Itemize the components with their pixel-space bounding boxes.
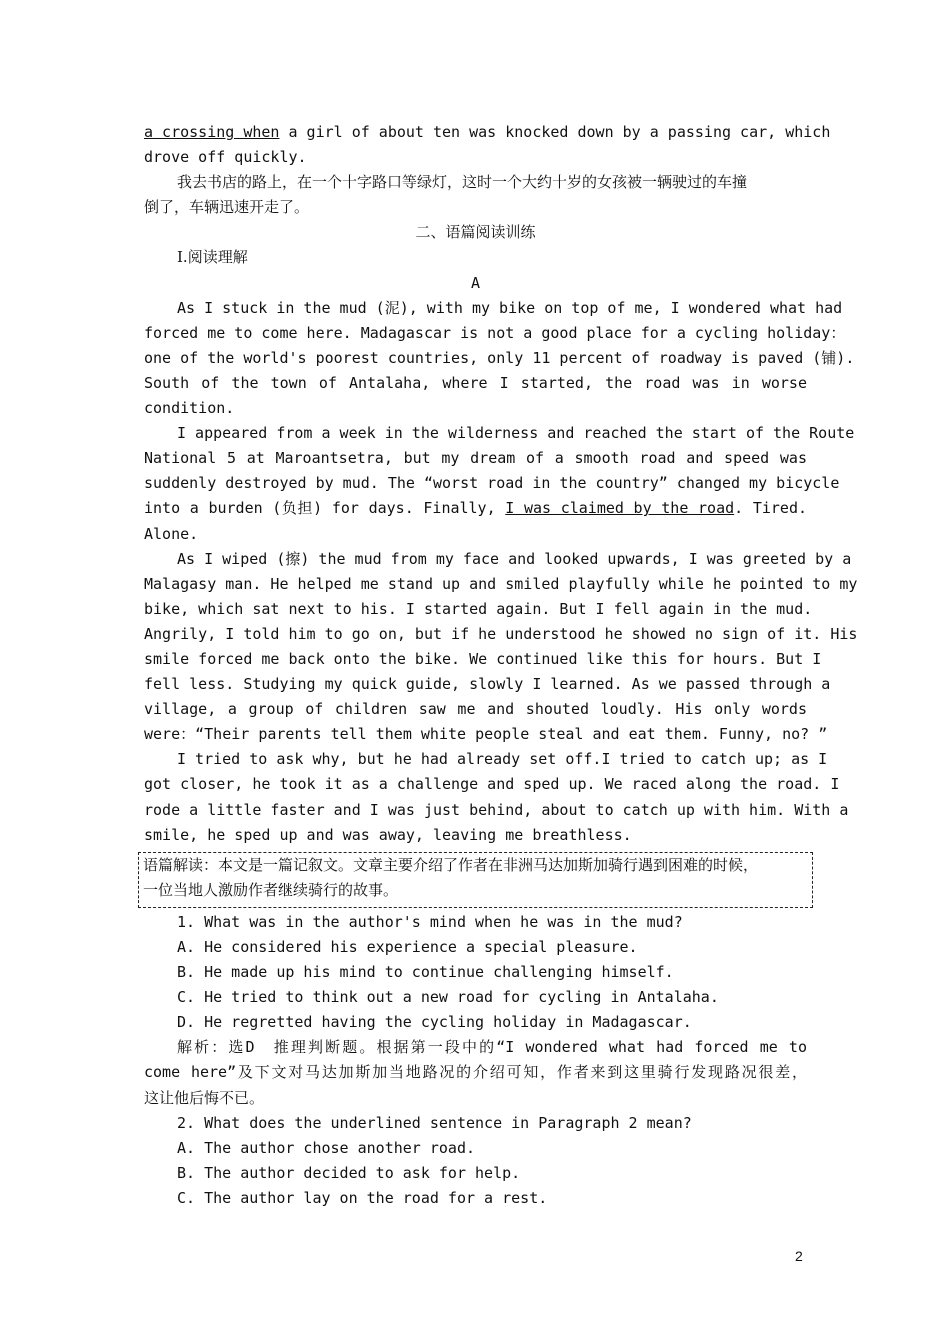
question-1-analysis-1: 解析：选D 推理判断题。根据第一段中的“I wondered what had forced me to: [177, 1038, 807, 1057]
page-number: 2: [795, 1248, 803, 1264]
paragraph-1: As I stuck in the mud (泥), with my bike on top of me, I wondered what had forced me to come here. Madagascar is not a good place for a cycling holiday： one of the world's poorest countries, only 11 percent of roadway is paved (铺). South of the town of Antalaha, where I started, the road was in worse condition.: [144, 298, 855, 418]
question-2-option-a: A. The author chose another road.: [177, 1138, 476, 1157]
question-1-option-c: C. He tried to think out a new road for cycling in Antalaha.: [177, 988, 719, 1007]
document-page: [143, 120, 858, 1211]
question-1-analysis-2: come here”及下文对马达加斯加当地路况的介绍可知，作者来到这里骑行发现路况很差，: [144, 1063, 807, 1082]
intro-line-1: a crossing when a girl of about ten was knocked down by a passing car, which: [144, 123, 831, 141]
summary-line-2: 一位当地人激励作者继续骑行的故事。: [143, 880, 399, 899]
section-title: 二、语篇阅读训练: [415, 223, 536, 242]
question-1-option-a: A. He considered his experience a special pleasure.: [177, 938, 638, 956]
paragraph-3: As I wiped (擦) the mud from my face and looked upwards, I was greeted by a Malagasy man. He helped me stand up and smiled playfully while he pointed to my bike, which sat next to his. I started again. But I fell again in the mud. Angrily, I told him to go on, but if he understood he showed no sign of it. His smile forced me back onto the bike. We continued like this for hours. But I fell less. Studying my quick guide, slowly I learned. As we passed through a village, a group of children saw me and shouted loudly. His only words were：“Their parents tell them white people steal and eat them. Funny, no? ”: [144, 549, 858, 744]
intro-line-2: drove off quickly.: [144, 148, 307, 167]
question-2-option-b: B. The author decided to ask for help.: [177, 1163, 521, 1182]
passage-label: A: [470, 273, 481, 292]
part-title: Ⅰ.阅读理解: [177, 248, 248, 267]
question-1: [144, 910, 807, 1111]
intro-translation-2: 倒了，车辆迅速开走了。: [144, 198, 310, 217]
underlined-phrase: a crossing when: [144, 123, 280, 141]
question-1-analysis-3: 这让他后悔不已。: [144, 1088, 265, 1107]
paragraph-2-line-4: into a burden (负担) for days. Finally, I was claimed by the road. Tired.: [144, 499, 808, 518]
question-1-option-b: B. He made up his mind to continue challenging himself.: [177, 963, 674, 982]
question-2: [144, 1111, 807, 1211]
summary-box: [138, 852, 813, 908]
question-1-stem: 1. What was in the author's mind when he was in the mud?: [177, 912, 683, 931]
question-2-option-c: C. The author lay on the road for a rest.: [177, 1188, 548, 1207]
paragraph-2: I appeared from a week in the wilderness and reached the start of the Route National 5 at Maroantsetra, but my dream of a smooth road and speed was suddenly destroyed by mud. The “worst road in the country” changed my bicycle into a burden (负担) for days. Finally, I was claimed by the road. Tired. Alone.: [144, 424, 855, 543]
paragraph-4: I tried to ask why, but he had already set off.I tried to catch up; as I got closer, he took it as a challenge and sped up. We raced along the road. I rode a little faster and I was just behind, about to catch up with him. With a smile, he sped up and was away, leaving me breathless.: [144, 750, 849, 844]
summary-line-1: 语篇解读：本文是一篇记叙文。文章主要介绍了作者在非洲马达加斯加骑行遇到困难的时候，: [143, 855, 759, 874]
intro-translation-1: 我去书店的路上，在一个十字路口等绿灯，这时一个大约十岁的女孩被一辆驶过的车撞: [177, 173, 748, 192]
question-1-option-d: D. He regretted having the cycling holiday in Madagascar.: [177, 1013, 692, 1032]
question-2-stem: 2. What does the underlined sentence in Paragraph 2 mean?: [177, 1113, 692, 1132]
underlined-sentence: I was claimed by the road: [505, 499, 735, 518]
